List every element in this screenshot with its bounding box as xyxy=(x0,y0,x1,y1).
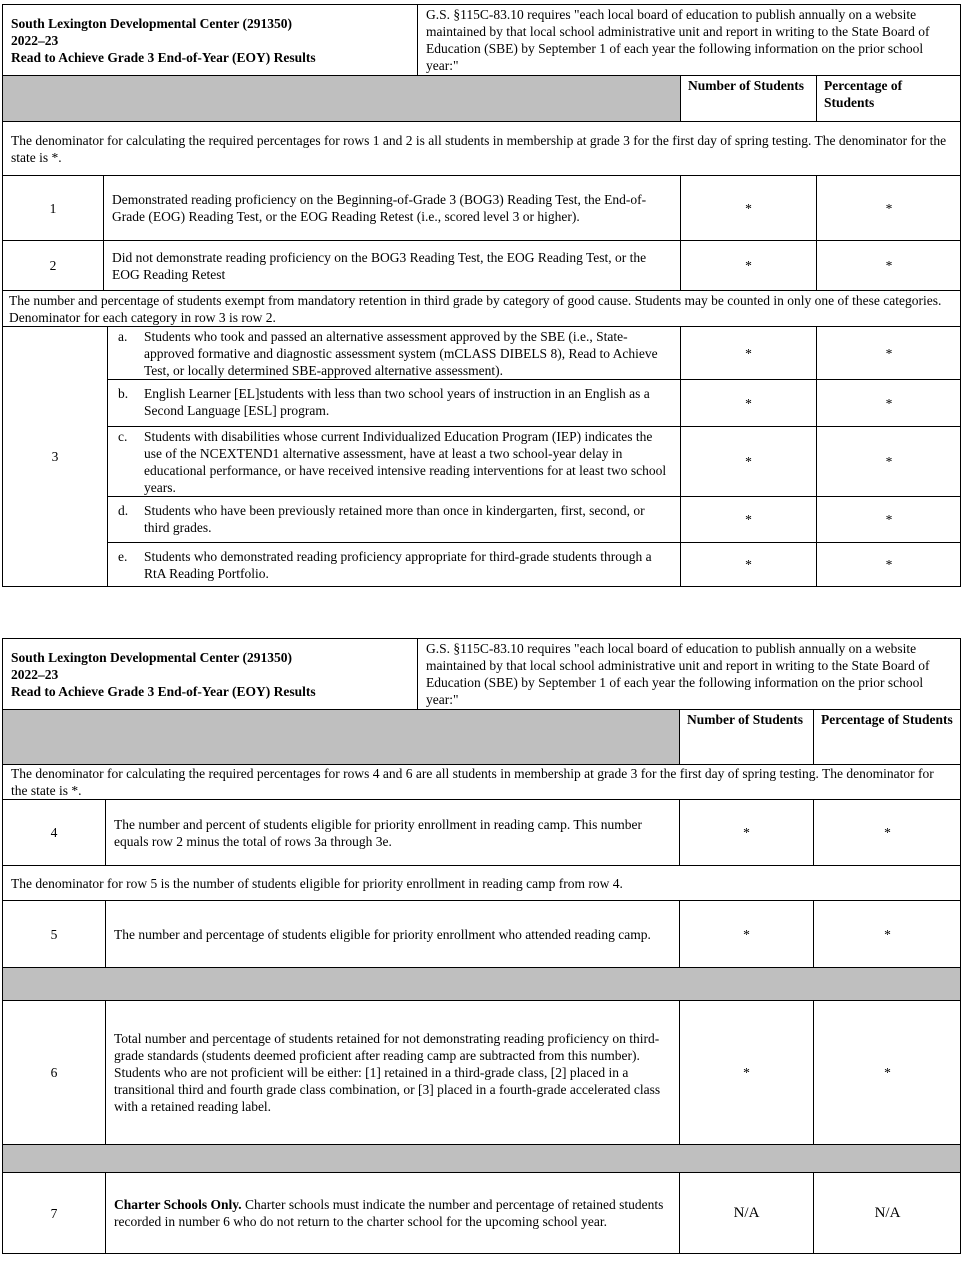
statute-block xyxy=(417,638,961,710)
denominator-note: The denominator for calculating the required percentages for rows 1 and 2 is all students in membership at grade 3 for the first day of spring testing. The denominator for the state is *. xyxy=(2,121,961,176)
row-count-value: * xyxy=(680,496,816,542)
row-percent-value: * xyxy=(816,426,961,496)
subcategory-letter: e. xyxy=(118,549,128,564)
subcategory-d xyxy=(107,496,680,542)
school-name: South Lexington Developmental Center (291350) xyxy=(11,650,292,665)
grey-separator xyxy=(2,1144,961,1173)
row-description: The number and percentage of students eligible for priority enrollment who attended reading camp. xyxy=(105,901,679,967)
subcategory-b xyxy=(107,379,680,426)
col-header-count: Number of Students xyxy=(680,76,816,121)
col-header-percent: Percentage of Students xyxy=(813,710,961,764)
row-percent-value: * xyxy=(816,327,961,379)
col-header-count: Number of Students xyxy=(679,710,813,764)
row-description xyxy=(105,1173,679,1253)
row-5-denominator-note: The denominator for row 5 is the number of students eligible for priority enrollment in reading camp from row 4. xyxy=(2,865,961,901)
row-number: 3 xyxy=(51,449,59,464)
denominator-note: The denominator for calculating the required percentages for rows 4 and 6 are all students in membership at grade 3 for the first day of spring testing. The denominator for the state is *. xyxy=(2,764,961,800)
row-percent-value: * xyxy=(816,176,961,240)
row-number: 4 xyxy=(50,825,58,840)
school-year: 2022–23 xyxy=(11,33,59,48)
table-row xyxy=(2,900,961,968)
statute-text: G.S. §115C-83.10 requires "each local board of education to publish annually on a website maintained by that local school administrative unit and report in writing to the State Board of Education (SBE) by September 1 of each year the following information on the prior school year:" xyxy=(426,641,930,707)
grey-filler xyxy=(3,76,680,121)
charter-schools-text: Charter schools must indicate the number and percentage of retained students recorded in number 6 who do not return to the charter school for the upcoming school year. xyxy=(114,1197,664,1229)
school-year: 2022–23 xyxy=(11,667,59,682)
subcategory-e xyxy=(107,542,680,586)
table-row xyxy=(2,175,961,241)
subcategory-letter: c. xyxy=(118,429,128,444)
subcategory-letter: a. xyxy=(118,329,128,344)
header-school-block xyxy=(2,638,418,710)
table-row xyxy=(2,799,961,866)
statute-block xyxy=(417,4,961,76)
row-count-value: * xyxy=(680,426,816,496)
statute-text: G.S. §115C-83.10 requires "each local board of education to publish annually on a website maintained by that local school administrative unit and report in writing to the State Board of Education (SBE) by September 1 of each year the following information on the prior school year:" xyxy=(426,7,930,73)
charter-schools-lead: Charter Schools Only. xyxy=(114,1197,242,1212)
col-header-percent: Percentage of Students xyxy=(816,76,961,121)
row-percent-value: * xyxy=(816,379,961,426)
row-count-value: * xyxy=(679,901,813,967)
row-number: 2 xyxy=(49,258,57,273)
row-count-value: * xyxy=(679,1001,813,1144)
subcategory-text: Students who have been previously retained more than once in kindergarten, first, second, or third grades. xyxy=(144,503,645,535)
row-count-value: * xyxy=(680,542,816,586)
row-count-value: N/A xyxy=(679,1173,813,1253)
column-header-row xyxy=(2,75,961,122)
subcategory-text: Students who took and passed an alternative assessment approved by the SBE (i.e., State-approved formative and diagnostic assessment system (mCLASS DIBELS 8), Read to Achieve Test, or locally determined SBE-approved alternative assessment). xyxy=(144,329,658,378)
column-header-row xyxy=(2,709,961,765)
table-row xyxy=(2,1172,961,1254)
grey-filler xyxy=(3,710,679,764)
row-percent-value: * xyxy=(813,800,961,865)
row-number: 1 xyxy=(49,200,57,216)
header-school-block xyxy=(2,4,418,76)
row-number: 6 xyxy=(50,1065,58,1080)
row-number: 7 xyxy=(50,1205,58,1221)
table-row xyxy=(2,1000,961,1145)
row-description: Total number and percentage of students retained for not demonstrating reading proficiency on third-grade standards (students deemed proficient after reading camp are subtracted from this number). Students who are not proficient will be either: [1] retained in a third-grade class, [2] placed in a transitional third and fourth grade class combination, or [3] placed in a fourth-grade accelerated class with a retained reading label. xyxy=(105,1001,679,1144)
row-description: Did not demonstrate reading proficiency on the BOG3 Reading Test, the EOG Reading Test, or the EOG Reading Retest xyxy=(103,241,680,290)
row-percent-value: * xyxy=(813,901,961,967)
report-title: Read to Achieve Grade 3 End-of-Year (EOY) Results xyxy=(11,684,316,699)
school-name: South Lexington Developmental Center (291350) xyxy=(11,16,292,31)
row-count-value: * xyxy=(679,800,813,865)
subcategory-text: English Learner [EL]students with less than two school years of instruction in an English as a Second Language [ESL] program. xyxy=(144,386,650,418)
row-percent-value: * xyxy=(816,542,961,586)
row-count-value: * xyxy=(680,241,816,290)
row-count-value: * xyxy=(680,379,816,426)
row-percent-value: N/A xyxy=(813,1173,961,1253)
row-percent-value: * xyxy=(816,241,961,290)
row-description: The number and percent of students eligible for priority enrollment in reading camp. This number equals row 2 minus the total of rows 3a through 3e. xyxy=(105,800,679,865)
row-count-value: * xyxy=(680,327,816,379)
subcategory-text: Students with disabilities whose current Individualized Education Program (IEP) indicates the use of the NCEXTEND1 alternative assessment, have at least a two school-year delay in educational performance, or have received intensive reading interventions for at least two school years. xyxy=(144,429,667,495)
report-title: Read to Achieve Grade 3 End-of-Year (EOY) Results xyxy=(11,50,316,65)
subcategory-letter: b. xyxy=(118,386,129,401)
table-row xyxy=(2,240,961,291)
row-count-value: * xyxy=(680,176,816,240)
subcategory-a xyxy=(107,327,680,379)
subcategory-c xyxy=(107,426,680,496)
exempt-note: The number and percentage of students exempt from mandatory retention in third grade by category of good cause. Students may be counted in only one of these categories. Denominator for each category in row 3 is row 2. xyxy=(2,290,961,327)
row-percent-value: * xyxy=(816,496,961,542)
grey-separator xyxy=(2,967,961,1001)
row-description: Demonstrated reading proficiency on the Beginning-of-Grade 3 (BOG3) Reading Test, the End-of-Grade (EOG) Reading Test, or the EOG Reading Retest (i.e., scored level 3 or higher). xyxy=(103,176,680,240)
row-percent-value: * xyxy=(813,1001,961,1144)
row-3-group xyxy=(2,326,961,587)
row-number: 5 xyxy=(50,926,58,942)
subcategory-text: Students who demonstrated reading proficiency appropriate for third-grade students through a RtA Reading Portfolio. xyxy=(144,549,652,581)
subcategory-letter: d. xyxy=(118,503,129,518)
